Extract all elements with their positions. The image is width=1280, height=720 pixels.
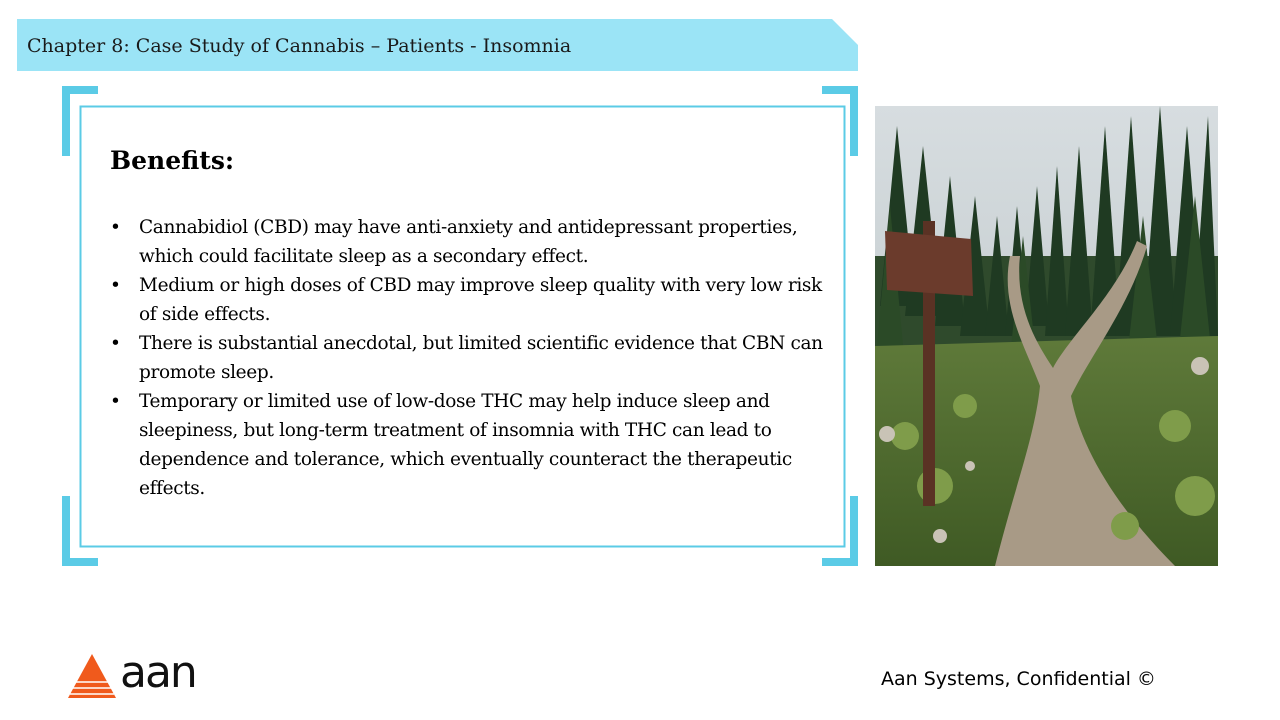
list-item-text: Temporary or limited use of low-dose THC may help induce sleep and sleepiness, but long-term treatment of insomnia with THC can lead to dependence and tolerance, which eventually counteract the therapeutic effects. — [139, 391, 792, 499]
bullet-icon: • — [110, 275, 121, 296]
list-item — [110, 271, 830, 329]
bullet-icon: • — [110, 217, 121, 238]
bullet-icon: • — [110, 333, 121, 354]
bullet-icon: • — [110, 391, 121, 412]
content-body — [110, 146, 830, 503]
confidential-notice: Aan Systems, Confidential © — [881, 668, 1156, 690]
list-item-text: There is substantial anecdotal, but limited scientific evidence that CBN can promote sleep. — [139, 333, 823, 383]
chapter-banner — [17, 19, 858, 71]
list-item-text: Cannabidiol (CBD) may have anti-anxiety and antidepressant properties, which could facilitate sleep as a secondary effect. — [139, 217, 798, 267]
benefits-heading: Benefits: — [110, 146, 235, 175]
chapter-title: Chapter 8: Case Study of Cannabis – Patients - Insomnia — [27, 35, 572, 57]
list-item — [110, 387, 830, 503]
list-item — [110, 329, 830, 387]
list-item — [110, 213, 830, 271]
benefits-list — [110, 213, 830, 503]
forest-trail-image — [875, 106, 1218, 566]
logo-wordmark: aan — [120, 647, 196, 698]
list-item-text: Medium or high doses of CBD may improve sleep quality with very low risk of side effects. — [139, 275, 822, 325]
aan-logo — [68, 647, 198, 702]
